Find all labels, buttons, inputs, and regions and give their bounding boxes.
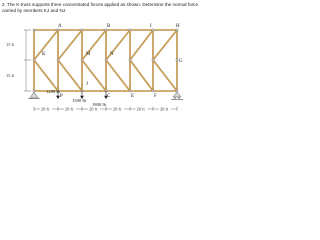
spacing-label-1: 20 ft xyxy=(41,106,50,112)
joint-label-j: J xyxy=(86,82,88,87)
load-label-1800: 1800 lb xyxy=(92,102,106,107)
joint-label-b: B xyxy=(107,24,111,29)
pin-support-left xyxy=(28,92,40,99)
spacing-label-5: 20 ft xyxy=(136,106,145,112)
height-label-lower: 15 ft xyxy=(6,73,15,78)
spacing-label-4: 20 ft xyxy=(113,106,122,112)
spacing-label-3: 20 ft xyxy=(89,106,98,112)
problem-statement: 2. The K-truss supports three concentrated forces applied as shown. Determine the normal force carried by members KJ and NJ. xyxy=(2,2,199,14)
joint-label-h: H xyxy=(176,24,180,29)
joint-label-g: G xyxy=(179,59,183,64)
k-truss-figure xyxy=(0,0,200,112)
height-label-upper: 15 ft xyxy=(6,42,15,47)
load-label-1200: 1200 lb xyxy=(46,89,60,94)
joint-label-f: F xyxy=(154,94,157,99)
spacing-dimension xyxy=(34,107,177,112)
load-label-1500: 1500 lb xyxy=(72,98,86,103)
joint-label-e: E xyxy=(131,94,135,99)
joint-label-k: K xyxy=(42,52,46,57)
joint-label-i: I xyxy=(150,24,152,29)
spacing-label-2: 20 ft xyxy=(65,106,74,112)
joint-label-p: P xyxy=(60,94,63,99)
joint-label-n: N xyxy=(110,52,114,57)
spacing-label-6: 20 ft xyxy=(160,106,169,112)
joint-label-a: A xyxy=(58,24,62,29)
joint-label-m: M xyxy=(86,52,91,57)
height-dimension xyxy=(24,30,31,91)
joint-label-c: C xyxy=(107,94,111,99)
roller-support-right xyxy=(171,92,183,100)
